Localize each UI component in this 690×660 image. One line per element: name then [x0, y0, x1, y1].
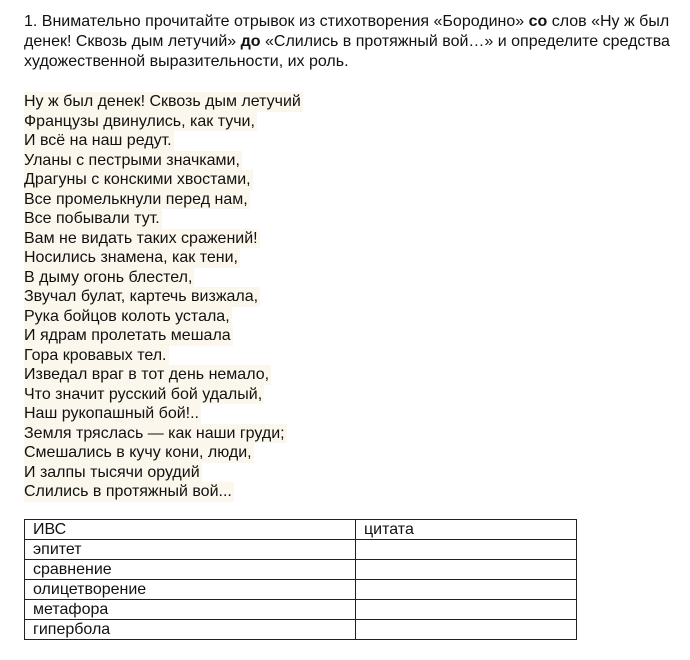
poem-line: Земля тряслась — как наши груди;	[24, 424, 285, 442]
ivs-table	[24, 519, 577, 640]
poem-line: Носились знамена, как тени,	[24, 249, 238, 266]
table-row	[25, 580, 577, 600]
quote-cell[interactable]	[356, 580, 577, 600]
quote-cell[interactable]	[356, 620, 577, 640]
poem-line: Все побывали тут.	[24, 210, 160, 227]
table-row	[25, 560, 577, 580]
poem-line: Вам не видать таких сражений!	[24, 229, 258, 247]
quote-cell[interactable]	[356, 540, 577, 560]
task-text-3: «Слились в протяжный вой…» и определите средства художественной выразительности, их роль.	[24, 33, 670, 70]
task-text-1: 1. Внимательно прочитайте отрывок из стихотворения «Бородино»	[24, 13, 529, 30]
device-cell: эпитет	[25, 540, 356, 560]
poem-line: И всё на наш редут.	[24, 132, 172, 149]
poem-excerpt	[24, 92, 303, 502]
header-ivs: ИВС	[25, 520, 356, 540]
poem-line: Ну ж был денек! Сквозь дым летучий	[24, 93, 301, 110]
poem-line: И залпы тысячи орудий	[24, 463, 200, 481]
poem-line: Звучал булат, картечь визжала,	[24, 288, 259, 305]
device-cell: сравнение	[25, 560, 356, 580]
header-quote: цитата	[356, 520, 577, 540]
poem-line: Смешались в кучу кони, люди,	[24, 444, 252, 461]
device-cell: олицетворение	[25, 580, 356, 600]
poem-line: Наш рукопашный бой!..	[24, 405, 199, 422]
poem-line: Драгуны с конскими хвостами,	[24, 171, 251, 188]
task-bold-to: до	[240, 33, 261, 50]
poem-line: Слились в протяжный вой...	[24, 483, 232, 500]
poem-line: Уланы с пестрыми значками,	[24, 151, 240, 169]
task-bold-from: со	[528, 13, 548, 30]
task-instructions	[24, 12, 684, 72]
table-row	[25, 540, 577, 560]
poem-line: Гора кровавых тел.	[24, 346, 167, 364]
table-row	[25, 600, 577, 620]
device-cell: гипербола	[25, 620, 356, 640]
poem-line: Все промелькнули перед нам,	[24, 190, 248, 208]
device-cell: метафора	[25, 600, 356, 620]
table-header-row	[25, 520, 577, 540]
poem-line: В дыму огонь блестел,	[24, 268, 193, 286]
quote-cell[interactable]	[356, 560, 577, 580]
poem-line: И ядрам пролетать мешала	[24, 327, 231, 344]
poem-line: Что значит русский бой удалый,	[24, 385, 263, 403]
poem-line: Французы двинулись, как тучи,	[24, 112, 255, 130]
quote-cell[interactable]	[356, 600, 577, 620]
poem-line: Рука бойцов колоть устала,	[24, 307, 230, 325]
table-row	[25, 620, 577, 640]
task-text-2: слов «Ну ж был денек! Сквозь дым летучий»	[24, 13, 670, 50]
poem-line: Изведал враг в тот день немало,	[24, 366, 270, 383]
